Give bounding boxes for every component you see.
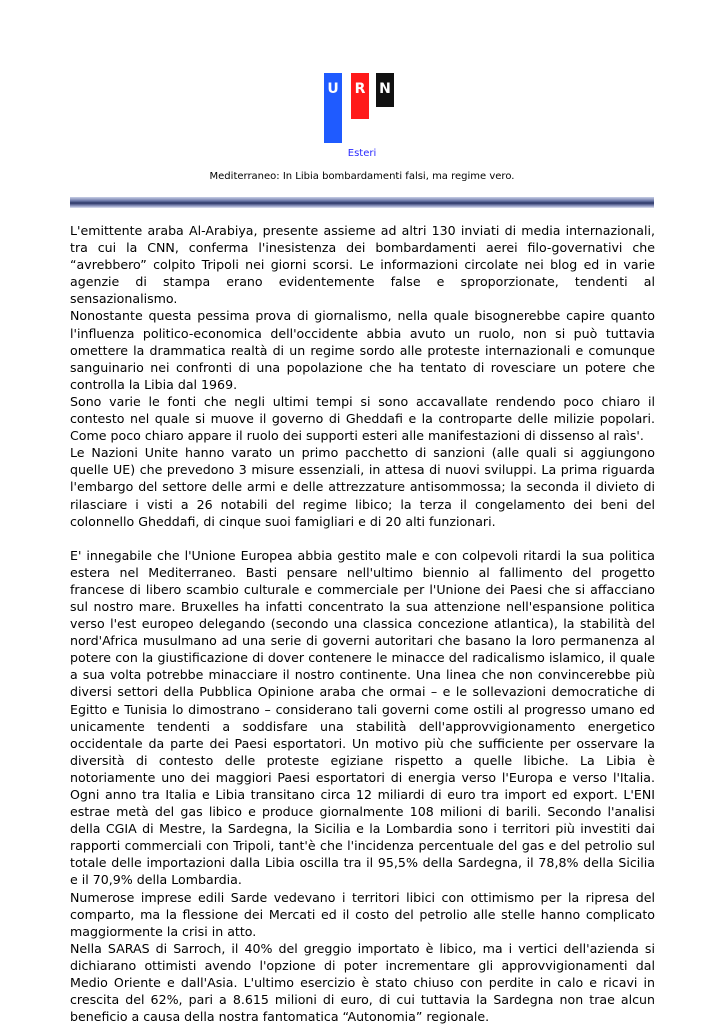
paragraph: Nella SARAS di Sarroch, il 40% del greggio importato è libico, ma i vertici dell'azienda si dichiarano ottimisti avendo l'opzione di poter incrementare gli approvvigionamenti dal Medio Oriente e dall'Asia. L'ultimo esercizio è stato chiuso con perdite in calo e ricavi in crescita del 62%, pari a 8.615 milioni di euro, di cui tuttavia la Sardegna non trae alcun beneficio a causa della nostra fantomatica “Autonomia” regionale. — [70, 940, 655, 1025]
logo-letter-n: N — [379, 81, 391, 97]
logo-letter-u: U — [327, 81, 339, 97]
article-subtitle: Mediterraneo: In Libia bombardamenti falsi, ma regime vero. — [209, 171, 515, 182]
urn-logo — [324, 73, 396, 143]
paragraph: Le Nazioni Unite hanno varato un primo pacchetto di sanzioni (alle quali si aggiungono quelle UE) che prevedono 3 misure essenziali, in attesa di nuovi sviluppi. La prima riguarda l'embargo del settore delle armi e delle attrezzature antisommossa; la seconda il divieto di rilasciare i visti a 26 notabili del regime libico; la terza il congelamento dei beni del colonnello Gheddafi, di cinque suoi famigliari e di 20 alti funzionari. — [70, 445, 655, 529]
header-divider — [70, 197, 654, 208]
article-body — [70, 222, 655, 1025]
logo-letter-r: R — [354, 81, 366, 97]
paragraph: Numerose imprese edili Sarde vedevano i territori libici con ottimismo per la ripresa del comparto, ma la flessione dei Mercati ed il costo del petrolio alle stelle hanno complicato maggiormente la crisi in atto. — [70, 889, 655, 939]
paragraph: L'emittente araba Al-Arabiya, presente assieme ad altri 130 inviati di media internazionali, tra cui la CNN, conferma l'inesistenza dei bombardamenti aerei filo-governativi che “avrebbero” colpito Tripoli nei giorni scorsi. Le informazioni circolate nei blog ed in varie agenzie di stampa erano evidentemente false e sproporzionate, tendenti al sensazionalismo. — [70, 223, 655, 307]
paragraph: Sono varie le fonti che negli ultimi tempi si sono accavallate rendendo poco chiaro il contesto nel quale si muove il governo di Gheddafi e la controparte delle milizie popolari. Come poco chiaro appare il ruolo dei supporti esteri alle manifestazioni di dissenso al raìs'. — [70, 393, 655, 444]
paragraph: Nonostante questa pessima prova di giornalismo, nella quale bisognerebbe capire quanto l'influenza politico-economica dell'occidente abbia avuto un ruolo, non si può tuttavia omettere la drammatica realtà di un regime sordo alle proteste internazionali e comunque sanguinario nei confronti di una popolazione che ha tentato di rovesciare un potere che controlla la Libia dal 1969. — [70, 308, 655, 392]
paragraph-gap — [70, 530, 655, 547]
paragraph: E' innegabile che l'Unione Europea abbia gestito male e con colpevoli ritardi la sua politica estera nel Mediterraneo. Basti pensare nell'ultimo biennio al fallimento del progetto francese di libero scambio culturale e commerciale per l'Unione dei Paesi che si affacciano sul nostro mare. Bruxelles ha infatti concentrato la sua attenzione nell'espansione politica verso l'est europeo delegando (secondo una classica concezione atlantica), la stabilità del nord'Africa musulmano ad una serie di governi autoritari che basano la loro permanenza al potere con la giustificazione di dover contenere le minacce del radicalismo islamico, il quale a sua volta potrebbe minacciare il nostro continente. Una linea che non convincerebbe più diversi settori della Pubblica Opinione araba che ormai – e le sollevazioni democratiche di Egitto e Tunisia lo dimostrano – considerano tali governi come ostili al progresso umano ed unicamente tendenti a soddisfare una stabilità dell'approvvigionamento energetico occidentale da parte dei Paesi esportatori. Un motivo più che sufficiente per osservare la diversità di contesto delle proteste egiziane rispetto a quelle libiche. La Libia è notoriamente uno dei maggiori Paesi esportatori di energia verso l'Europa e verso l'Italia. Ogni anno tra Italia e Libia transitano circa 12 miliardi di euro tra import ed export. L'ENI estrae metà del gas libico e produce giornalmente 108 milioni di barili. Secondo l'analisi della CGIA di Mestre, la Sardegna, la Sicilia e la Lombardia sono i territori più investiti dai rapporti commerciali con Tripoli, tant'è che l'incidenza percentuale del gas e del petrolio sul totale delle importazioni dalla Libia oscilla tra il 95,5% della Sardegna, il 78,8% della Sicilia e il 70,9% della Lombardia. — [70, 547, 655, 888]
section-label: Esteri — [347, 148, 377, 159]
